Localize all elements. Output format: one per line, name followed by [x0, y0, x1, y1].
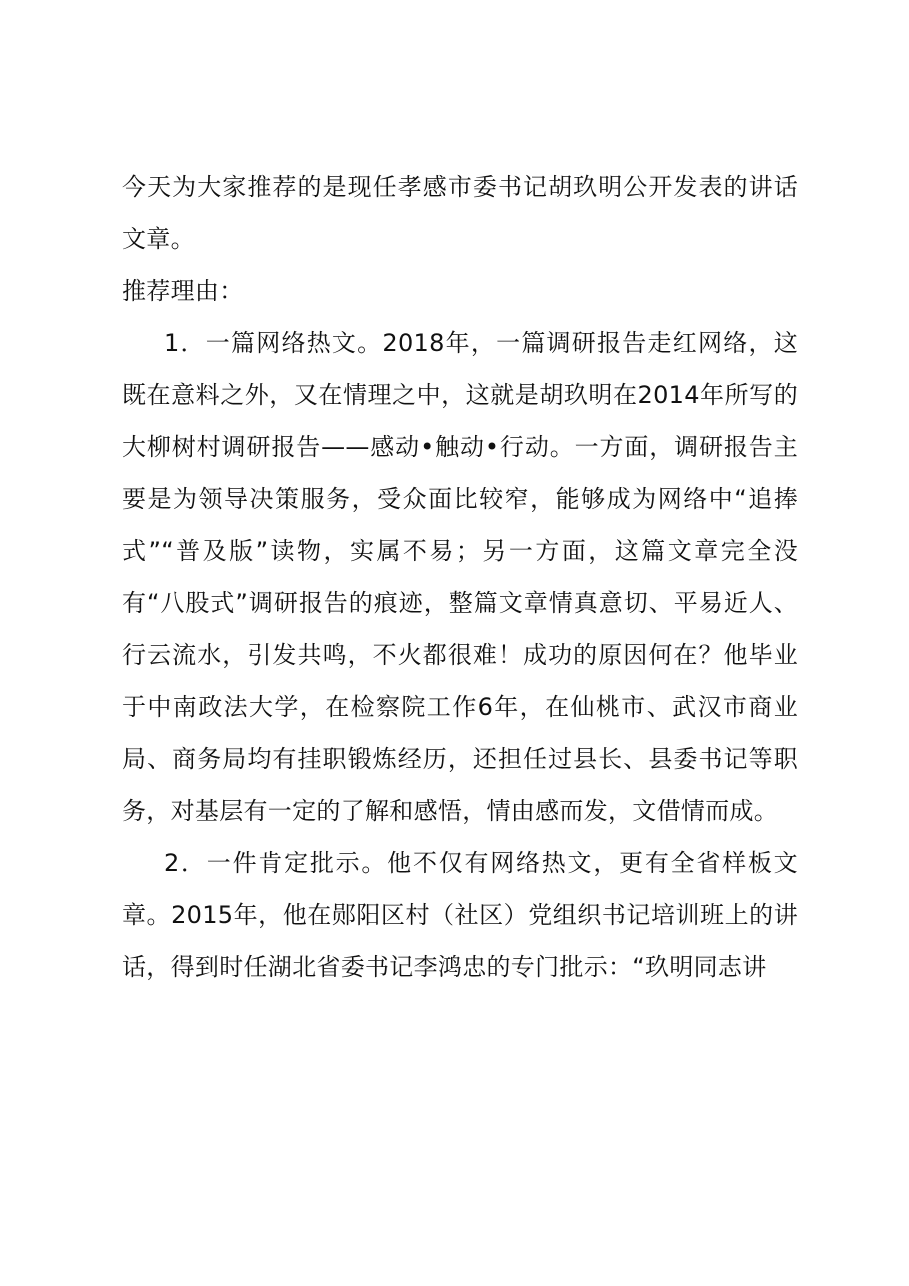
reasons-heading: 推荐理由： — [122, 277, 244, 305]
intro-paragraph: 今天为大家推荐的是现任孝感市委书记胡玖明公开发表的讲话文章。 — [122, 173, 798, 253]
reason-paragraph-1: 1．一篇网络热文。2018年，一篇调研报告走红网络，这既在意料之外，又在情理之中，这就是胡玖明在2014年所写的大柳树村调研报告——感动•触动•行动。一方面，调研报告主要是为领导决策服务，受众面比较窄，能够成为网络中“追捧式”“普及版”读物，实属不易；另一方面，这篇文章完全没有“八股式”调研报告的痕迹，整篇文章情真意切、平易近人、行云流水，引发共鸣，不火都很难！成功的原因何在？他毕业于中南政法大学，在检察院工作6年，在仙桃市、武汉市商业局、商务局均有挂职锻炼经历，还担任过县长、县委书记等职务，对基层有一定的了解和感悟，情由感而发，文借情而成。 — [122, 329, 798, 825]
reason-paragraph-2: 2．一件肯定批示。他不仅有网络热文，更有全省样板文章。2015年，他在郧阳区村（社区）党组织书记培训班上的讲话，得到时任湖北省委书记李鸿忠的专门批示：“玖明同志讲 — [122, 849, 798, 981]
document-body — [122, 161, 798, 993]
